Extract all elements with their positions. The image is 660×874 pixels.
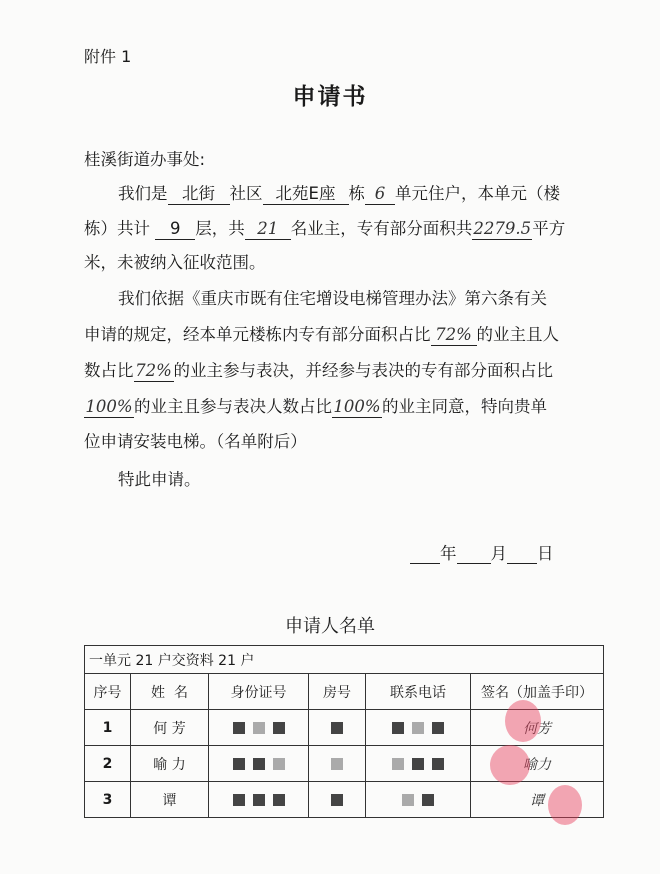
- room-redacted: [309, 710, 366, 746]
- text: 申请的规定，经本单元楼栋内专有部分面积占比: [84, 325, 431, 344]
- text: 层，共: [195, 219, 245, 238]
- row-signature: 谭: [471, 782, 604, 818]
- row-no: 1: [85, 710, 131, 746]
- col-room: 房号: [309, 674, 366, 710]
- row-signature: 何芳: [471, 710, 604, 746]
- floors-field: 9: [155, 219, 195, 240]
- vote-count-percent-field: 100%: [333, 397, 381, 416]
- area-percent-field: 72%: [431, 325, 477, 346]
- row-name: 谭: [131, 782, 209, 818]
- building-field: 北苑E座: [263, 184, 349, 205]
- row-no: 3: [85, 782, 131, 818]
- fingerprint-stamp: [548, 785, 582, 825]
- attachment-label: 附件 1: [84, 47, 132, 66]
- phone-redacted: [366, 746, 471, 782]
- row-name: 喻 力: [131, 746, 209, 782]
- text: 我们是: [118, 184, 168, 203]
- row-signature: 喻力: [471, 746, 604, 782]
- text: 栋）共计: [84, 219, 150, 238]
- text: 的业主且人: [476, 325, 559, 344]
- year-blank: [410, 544, 440, 564]
- text: 平方: [532, 219, 566, 238]
- paragraph-1-line-3: 米，未被纳入征收范围。: [84, 253, 266, 272]
- room-redacted: [309, 746, 366, 782]
- text: 单元住户，本单元（楼: [395, 184, 560, 203]
- paragraph-2-line-1: 我们依据《重庆市既有住宅增设电梯管理办法》第六条有关: [118, 289, 547, 308]
- paragraph-1-line-2: [84, 219, 574, 240]
- fingerprint-stamp: [505, 700, 541, 742]
- vote-area-percent-field: 100%: [85, 397, 133, 416]
- applicant-list-title: 申请人名单: [285, 616, 375, 637]
- closing: 特此申请。: [118, 470, 201, 489]
- phone-redacted: [366, 782, 471, 818]
- col-phone: 联系电话: [366, 674, 471, 710]
- document-title: 申请书: [292, 84, 368, 110]
- community-field: 北街: [168, 184, 230, 205]
- fingerprint-stamp: [490, 745, 530, 785]
- id-redacted: [209, 746, 309, 782]
- col-name: 姓 名: [131, 674, 209, 710]
- text: 的业主参与表决，并经参与表决的专有部分面积占比: [173, 361, 553, 380]
- year-label: 年: [440, 544, 457, 563]
- count-percent-field: 72%: [135, 361, 172, 380]
- table-row: [85, 782, 604, 818]
- table-caption: 一单元 21 户交资料 21 户: [85, 646, 604, 674]
- text: 数占比: [84, 361, 134, 380]
- room-redacted: [309, 782, 366, 818]
- col-signature: 签名（加盖手印）: [471, 674, 604, 710]
- day-blank: [507, 544, 537, 564]
- text: 的业主且参与表决人数占比: [134, 397, 332, 416]
- month-blank: [457, 544, 491, 564]
- area-field: 2279.5: [473, 219, 532, 238]
- paragraph-2-line-5: 位申请安装电梯。（名单附后）: [84, 432, 307, 451]
- paragraph-2-line-2: [84, 325, 574, 346]
- month-label: 月: [490, 544, 507, 563]
- row-name: 何 芳: [131, 710, 209, 746]
- col-no: 序号: [85, 674, 131, 710]
- col-id: 身份证号: [209, 674, 309, 710]
- day-label: 日: [537, 544, 554, 563]
- text: 栋: [348, 184, 365, 203]
- paragraph-1-line-1: [84, 184, 574, 205]
- text: 名业主，专有部分面积共: [290, 219, 473, 238]
- addressee: 桂溪街道办事处:: [84, 150, 206, 169]
- paragraph-2-line-4: [84, 397, 574, 418]
- owners-field: 21: [245, 219, 291, 240]
- paragraph-2-line-3: [84, 361, 574, 382]
- row-no: 2: [85, 746, 131, 782]
- text: 的业主同意，特向贵单: [382, 397, 547, 416]
- unit-field: 6: [365, 184, 395, 205]
- phone-redacted: [366, 710, 471, 746]
- id-redacted: [209, 710, 309, 746]
- date-line: [410, 540, 554, 564]
- text: 社区: [229, 184, 263, 203]
- id-redacted: [209, 782, 309, 818]
